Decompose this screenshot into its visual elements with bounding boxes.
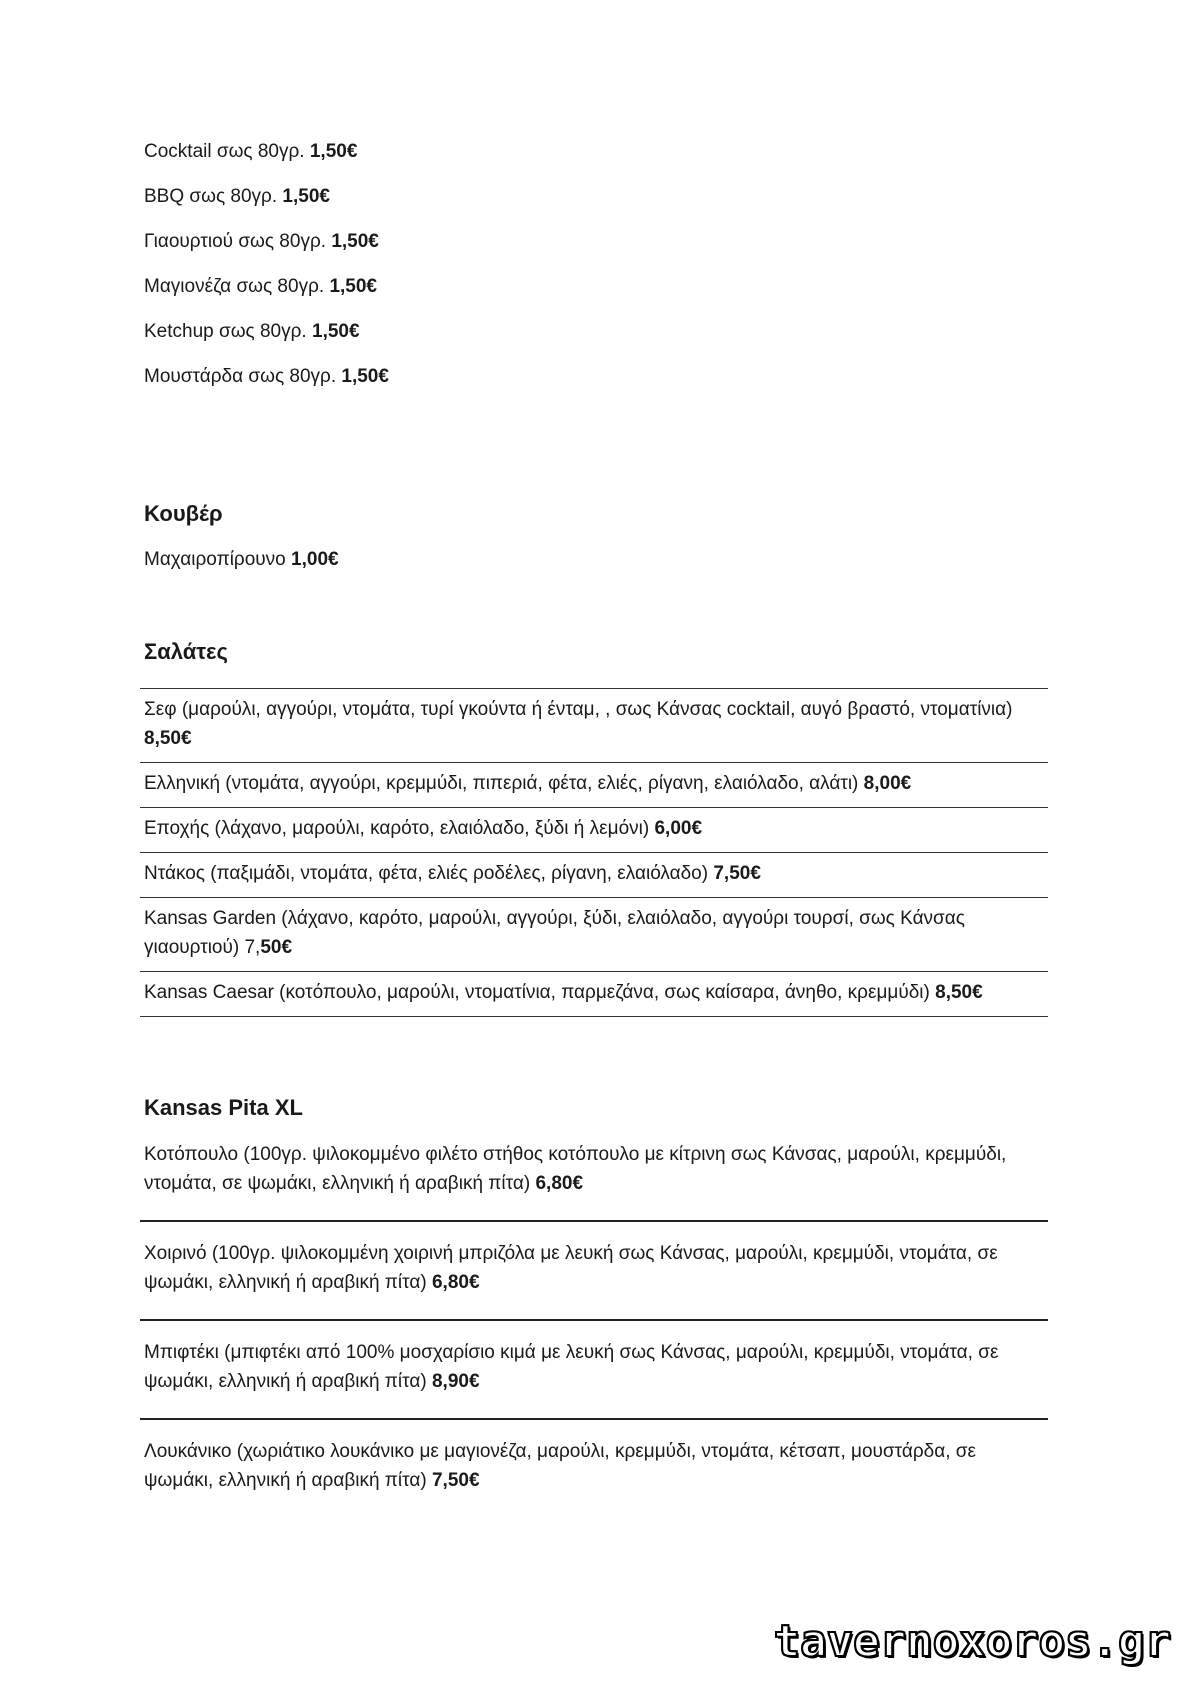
item-text: Kansas Caesar (κοτόπουλο, μαρούλι, ντοματίνια, παρμεζάνα, σως καίσαρα, άνηθο, κρεμμύδι)	[144, 982, 930, 1003]
item-price: 8,50€	[144, 728, 192, 749]
table-row	[140, 1222, 1048, 1321]
item-text: BBQ σως 80γρ.	[144, 186, 278, 207]
pita-list	[140, 1134, 1048, 1517]
couvert-section	[140, 500, 1048, 572]
item-text: Μαγιονέζα σως 80γρ.	[144, 276, 325, 297]
list-item	[144, 230, 1044, 254]
table-row	[140, 1420, 1048, 1517]
list-item	[144, 365, 1044, 389]
section-title: Κουβέρ	[144, 501, 223, 526]
item-price: 50€	[260, 937, 293, 958]
item-text: Kansas Garden (λάχανο, καρότο, μαρούλι, αγγούρι, ξύδι, ελαιόλαδο, αγγούρι τουρσί, σως Κάνσας γιαουρτιού) 7,	[144, 908, 965, 958]
item-price: 1,50€	[331, 231, 379, 252]
list-item	[144, 548, 1048, 572]
item-price: 1,50€	[282, 186, 330, 207]
item-price: 6,80€	[535, 1173, 584, 1194]
item-text: Ντάκος (παξιμάδι, ντομάτα, φέτα, ελιές ροδέλες, ρίγανη, ελαιόλαδο)	[144, 863, 709, 884]
item-text: Μουστάρδα σως 80γρ.	[144, 366, 337, 387]
table-row	[140, 852, 1048, 897]
item-price: 7,50€	[713, 863, 761, 884]
item-text: Σεφ (μαρούλι, αγγούρι, ντομάτα, τυρί γκούντα ή ένταμ, , σως Κάνσας cocktail, αυγό βραστό, ντοματίνια)	[144, 699, 1013, 720]
watermark-text: tavernoxoros.gr	[773, 1616, 1171, 1667]
item-price: 6,80€	[431, 1272, 480, 1293]
pita-section	[140, 1094, 1048, 1517]
item-price: 8,50€	[935, 982, 983, 1003]
item-price: 8,90€	[431, 1371, 480, 1392]
item-price: 1,50€	[329, 276, 377, 297]
item-text: Cocktail σως 80γρ.	[144, 141, 305, 162]
table-row	[140, 688, 1048, 762]
item-text: Εποχής (λάχανο, μαρούλι, καρότο, ελαιόλαδο, ξύδι ή λεμόνι)	[144, 818, 650, 839]
item-price: 1,50€	[341, 366, 389, 387]
item-text: Λουκάνικο (χωριάτικο λουκάνικο με μαγιονέζα, μαρούλι, κρεμμύδι, ντομάτα, κέτσαπ, μουστάρδα, σε ψωμάκι, ελληνική ή αραβική πίτα)	[144, 1441, 976, 1491]
sauce-list	[144, 140, 1044, 410]
item-text: Κοτόπουλο (100γρ. ψιλοκομμένο φιλέτο στήθος κοτόπουλο με κίτρινη σως Κάνσας, μαρούλι, κρεμμύδι, ντομάτα, σε ψωμάκι, ελληνική ή αραβική πίτα)	[144, 1144, 1007, 1194]
section-title: Kansas Pita XL	[144, 1095, 303, 1120]
item-text: Ελληνική (ντομάτα, αγγούρι, κρεμμύδι, πιπεριά, φέτα, ελιές, ρίγανη, ελαιόλαδο, αλάτι)	[144, 773, 859, 794]
table-row	[140, 1321, 1048, 1420]
item-price: 1,50€	[312, 321, 360, 342]
table-row	[140, 971, 1048, 1017]
table-row	[140, 1134, 1048, 1222]
list-item	[144, 185, 1044, 209]
item-text: Γιαουρτιού σως 80γρ.	[144, 231, 327, 252]
item-price: 1,50€	[309, 141, 358, 162]
table-row	[140, 897, 1048, 971]
item-price: 6,00€	[654, 818, 703, 839]
item-price: 7,50€	[431, 1470, 480, 1491]
table-row	[140, 807, 1048, 852]
section-title: Σαλάτες	[144, 639, 228, 664]
item-price: 1,00€	[291, 549, 339, 570]
list-item	[144, 275, 1044, 299]
item-text: Ketchup σως 80γρ.	[144, 321, 307, 342]
item-text: Χοιρινό (100γρ. ψιλοκομμένη χοιρινή μπριζόλα με λευκή σως Κάνσας, μαρούλι, κρεμμύδι, ντομάτα, σε ψωμάκι, ελληνική ή αραβική πίτα)	[144, 1243, 998, 1293]
list-item	[144, 320, 1044, 344]
salads-list	[140, 688, 1048, 1017]
table-row	[140, 762, 1048, 807]
item-price: 8,00€	[863, 773, 912, 794]
item-text: Μαχαιροπίρουνο	[144, 549, 286, 570]
salads-section	[140, 638, 1048, 1017]
item-text: Μπιφτέκι (μπιφτέκι από 100% μοσχαρίσιο κιμά με λευκή σως Κάνσας, μαρούλι, κρεμμύδι, ντομάτα, σε ψωμάκι, ελληνική ή αραβική πίτα)	[144, 1342, 999, 1392]
list-item	[144, 140, 1044, 164]
